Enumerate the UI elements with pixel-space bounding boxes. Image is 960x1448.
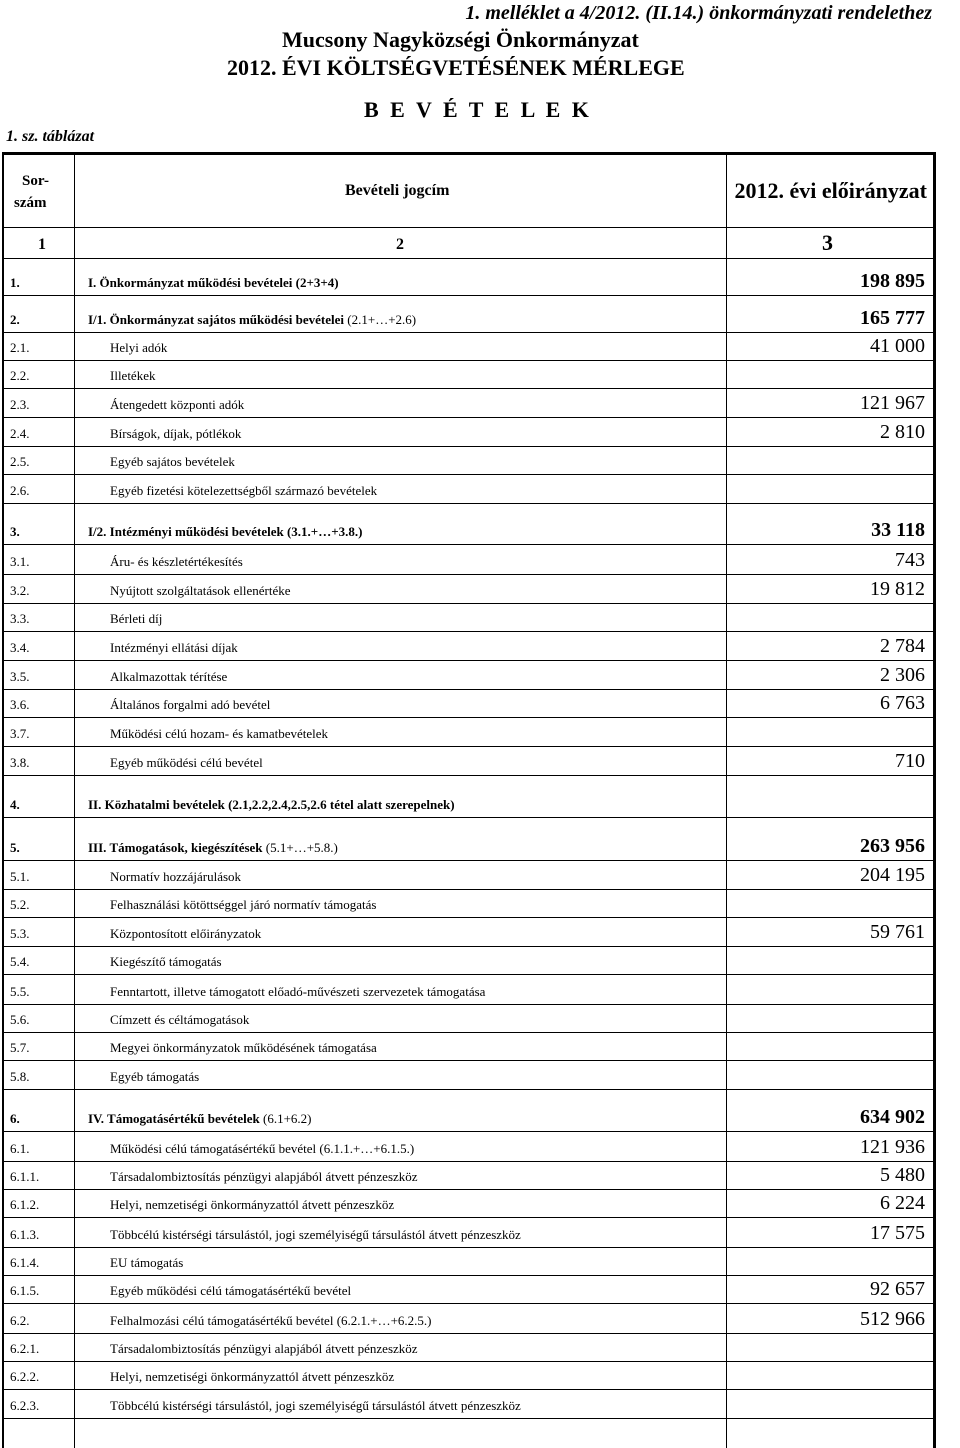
row-title-text: Egyéb támogatás [110, 1069, 200, 1084]
table-row [4, 575, 933, 604]
row-title-range: (6.1+6.2) [259, 1111, 312, 1126]
row-title [110, 611, 162, 627]
row-number: 3.6. [10, 697, 30, 712]
row-value: 121 967 [860, 392, 925, 414]
row-title-text: I/2. Intézményi működési bevételek (3.1.+…+3.8.) [88, 524, 363, 539]
row-value: 6 763 [880, 692, 925, 714]
row-number: 2.1. [10, 340, 30, 355]
row-title-text: II. Közhatalmi bevételek (2.1,2.2,2.4,2.5,2.6 tétel alatt szerepelnek) [88, 797, 455, 812]
row-title-range: (2.1+…+2.6) [344, 312, 417, 327]
table-row [4, 776, 933, 818]
row-value: 92 657 [870, 1278, 925, 1300]
row-number: 5.8. [10, 1069, 30, 1084]
row-value: 41 000 [870, 335, 925, 357]
row-title [110, 1255, 183, 1271]
row-value: 17 575 [870, 1222, 925, 1244]
row-number: 6. [10, 1111, 20, 1126]
row-value: 19 812 [870, 578, 925, 600]
row-title [110, 1141, 414, 1157]
table-row [4, 1248, 933, 1276]
row-title-text: Működési célú támogatásértékű bevétel (6.1.1.+…+6.1.5.) [110, 1141, 415, 1156]
row-title-text: Átengedett központi adók [110, 397, 245, 412]
row-number: 5.7. [10, 1040, 30, 1055]
row-title [110, 1197, 394, 1213]
row-title-text: Illetékek [110, 368, 156, 383]
row-number: 5.3. [10, 926, 30, 941]
table-row [4, 975, 933, 1005]
row-number: 6.1.4. [10, 1255, 40, 1270]
row-number: 5. [10, 840, 20, 855]
row-number: 6.2.1. [10, 1341, 40, 1356]
row-title-text: Egyéb sajátos bevételek [110, 454, 235, 469]
row-title-text: Többcélú kistérségi társulástól, jogi személyiségű társulástól átvett pénzeszköz [110, 1398, 521, 1413]
row-number: 1. [10, 275, 20, 290]
row-value: 6 224 [880, 1192, 925, 1214]
table-row [4, 333, 933, 361]
table-row [4, 604, 933, 632]
row-number: 3.1. [10, 554, 30, 569]
row-number: 3. [10, 524, 20, 539]
row-title-text: Címzett és céltámogatások [110, 1012, 250, 1027]
row-value: 59 761 [870, 921, 925, 943]
row-title [110, 697, 270, 713]
row-value: 204 195 [860, 864, 925, 886]
table-row [4, 1033, 933, 1061]
row-number: 3.8. [10, 755, 30, 770]
table-row [4, 690, 933, 718]
row-title-text: Kiegészítő támogatás [110, 954, 222, 969]
budget-title: 2012. ÉVI KÖLTSÉGVETÉSÉNEK MÉRLEGE [227, 55, 685, 80]
table-row [4, 818, 933, 861]
row-title [110, 640, 238, 656]
row-number: 6.1.1. [10, 1169, 40, 1184]
row-title-text: III. Támogatások, kiegészítések [88, 840, 263, 855]
row-title-text: I. Önkormányzat működési bevételei (2+3+4) [88, 275, 339, 290]
row-title [110, 984, 485, 1000]
table-row [4, 947, 933, 975]
table-row [4, 861, 933, 890]
row-title-text: Nyújtott szolgáltatások ellenértéke [110, 583, 291, 598]
row-value: 121 936 [860, 1136, 925, 1158]
row-title [110, 1313, 432, 1329]
row-number: 2.2. [10, 368, 30, 383]
row-title [110, 454, 235, 470]
table-row [4, 1218, 933, 1248]
row-title [110, 1341, 418, 1357]
row-title-text: Általános forgalmi adó bevétel [110, 697, 271, 712]
annex-reference: 1. melléklet a 4/2012. (II.14.) önkormányzati rendelethez [465, 2, 932, 24]
row-title [88, 312, 416, 328]
table-row [4, 258, 933, 296]
row-title-text: Társadalombiztosítás pénzügyi alapjából átvett pénzeszköz [110, 1169, 418, 1184]
row-value: 2 306 [880, 664, 925, 686]
row-number: 6.1.3. [10, 1227, 40, 1242]
row-number: 6.1.2. [10, 1197, 40, 1212]
table-row [4, 1090, 933, 1132]
row-title-text: Felhasználási kötöttséggel járó normatív támogatás [110, 897, 377, 912]
row-title-text: Megyei önkormányzatok működésének támogatása [110, 1040, 377, 1055]
column-header-row [4, 152, 933, 228]
table-row [4, 418, 933, 447]
row-number: 3.5. [10, 669, 30, 684]
row-value: 710 [895, 750, 925, 772]
column-header-number-line1: Sor- [22, 173, 49, 189]
table-row [4, 1276, 933, 1304]
row-number: 5.4. [10, 954, 30, 969]
row-title-text: I/1. Önkormányzat sajátos működési bevételei [88, 312, 345, 327]
row-title [110, 954, 222, 970]
row-title [110, 726, 328, 742]
table-row [4, 475, 933, 504]
table-row [4, 361, 933, 389]
table-row [4, 1304, 933, 1334]
row-number: 2.3. [10, 397, 30, 412]
table-row [4, 918, 933, 947]
row-title [110, 926, 261, 942]
revenue-table [2, 152, 936, 1448]
column-header-number [14, 170, 49, 214]
row-title-text: IV. Támogatásértékű bevételek [88, 1111, 260, 1126]
section-title: B E V É T E L E K [364, 97, 592, 122]
row-value: 165 777 [860, 307, 925, 329]
row-number: 6.2. [10, 1313, 30, 1328]
row-title [110, 368, 155, 384]
row-value: 263 956 [860, 835, 925, 857]
table-row [4, 1190, 933, 1218]
column-index-value: 3 [822, 230, 833, 255]
row-value: 2 784 [880, 635, 925, 657]
row-number: 5.1. [10, 869, 30, 884]
row-title [110, 397, 244, 413]
row-number: 6.2.2. [10, 1369, 40, 1384]
row-number: 2.5. [10, 454, 30, 469]
column-header-number-line2: szám [14, 195, 47, 211]
row-title [110, 426, 241, 442]
row-value: 743 [895, 549, 925, 571]
row-value: 634 902 [860, 1106, 925, 1128]
table-row [4, 1162, 933, 1190]
column-index-number: 1 [38, 236, 46, 253]
row-title [88, 524, 362, 540]
row-title-text: Egyéb működési célú támogatásértékű bevétel [110, 1283, 352, 1298]
table-row [4, 1061, 933, 1090]
row-number: 3.7. [10, 726, 30, 741]
table-row [4, 1362, 933, 1390]
row-title-text: Alkalmazottak térítése [110, 669, 228, 684]
row-title-text: Bírságok, díjak, pótlékok [110, 426, 242, 441]
table-row [4, 632, 933, 661]
row-value: 2 810 [880, 421, 925, 443]
column-index-title: 2 [396, 236, 404, 253]
row-title-text: Többcélú kistérségi társulástól, jogi személyiségű társulástól átvett pénzeszköz [110, 1227, 521, 1242]
row-number: 2. [10, 312, 20, 327]
row-title [110, 669, 227, 685]
row-number: 3.4. [10, 640, 30, 655]
row-title [88, 275, 339, 291]
row-title-text: Társadalombiztosítás pénzügyi alapjából átvett pénzeszköz [110, 1341, 418, 1356]
row-title [110, 1369, 394, 1385]
row-title-text: Helyi, nemzetiségi önkormányzattól átvett pénzeszköz [110, 1197, 395, 1212]
row-title [110, 583, 291, 599]
table-row [4, 1132, 933, 1162]
column-header-title: Bevételi jogcím [345, 182, 450, 199]
row-title-text: Normatív hozzájárulások [110, 869, 242, 884]
row-number: 2.6. [10, 483, 30, 498]
row-number: 5.6. [10, 1012, 30, 1027]
row-title [110, 483, 377, 499]
row-title-text: Fenntartott, illetve támogatott előadó-művészeti szervezetek támogatása [110, 984, 486, 999]
row-title [110, 554, 243, 570]
row-title-text: Helyi, nemzetiségi önkormányzattól átvett pénzeszköz [110, 1369, 395, 1384]
row-number: 5.5. [10, 984, 30, 999]
row-number: 6.1. [10, 1141, 30, 1156]
row-number: 6.1.5. [10, 1283, 40, 1298]
organization-name: Mucsony Nagyközségi Önkormányzat [282, 27, 639, 52]
row-title [110, 755, 263, 771]
row-title-text: EU támogatás [110, 1255, 184, 1270]
table-row [4, 747, 933, 776]
table-row [4, 296, 933, 333]
row-title-range: (5.1+…+5.8.) [262, 840, 338, 855]
row-value: 33 118 [871, 519, 925, 541]
row-value: 198 895 [860, 270, 925, 292]
row-number: 4. [10, 797, 20, 812]
row-title [110, 1227, 521, 1243]
table-row [4, 447, 933, 475]
row-title [110, 1169, 418, 1185]
row-title-text: Felhalmozási célú támogatásértékű bevétel (6.2.1.+…+6.2.5.) [110, 1313, 432, 1328]
row-number: 3.3. [10, 611, 30, 626]
row-title [88, 840, 338, 856]
table-row [4, 545, 933, 575]
table-row [4, 1334, 933, 1362]
row-title [110, 869, 241, 885]
row-title-text: Egyéb fizetési kötelezettségből származó bevételek [110, 483, 378, 498]
row-title-text: Bérleti díj [110, 611, 163, 626]
table-row [4, 661, 933, 690]
row-value: 5 480 [880, 1164, 925, 1186]
table-row [4, 890, 933, 918]
table-row [4, 504, 933, 545]
row-title [110, 1283, 351, 1299]
row-title-text: Központosított előirányzatok [110, 926, 262, 941]
row-title-text: Egyéb működési célú bevétel [110, 755, 263, 770]
row-title [110, 897, 376, 913]
table-number: 1. sz. táblázat [6, 128, 95, 145]
table-row [4, 718, 933, 747]
row-number: 6.2.3. [10, 1398, 40, 1413]
row-title [110, 1040, 377, 1056]
row-title [110, 1069, 199, 1085]
column-header-value: 2012. évi előirányzat [734, 178, 927, 203]
row-number: 5.2. [10, 897, 30, 912]
table-row [4, 1390, 933, 1419]
row-number: 3.2. [10, 583, 30, 598]
row-title-text: Áru- és készletértékesítés [110, 554, 243, 569]
column-index-row [4, 228, 933, 259]
row-title-text: Helyi adók [110, 340, 168, 355]
row-title [110, 340, 167, 356]
row-title-text: Intézményi ellátási díjak [110, 640, 238, 655]
row-title-text: Működési célú hozam- és kamatbevételek [110, 726, 329, 741]
table-row [4, 1005, 933, 1033]
row-title [110, 1012, 249, 1028]
row-title [88, 797, 455, 813]
row-number: 2.4. [10, 426, 30, 441]
row-title [110, 1398, 521, 1414]
row-title [88, 1111, 312, 1127]
row-value: 512 966 [860, 1308, 925, 1330]
table-row [4, 389, 933, 418]
